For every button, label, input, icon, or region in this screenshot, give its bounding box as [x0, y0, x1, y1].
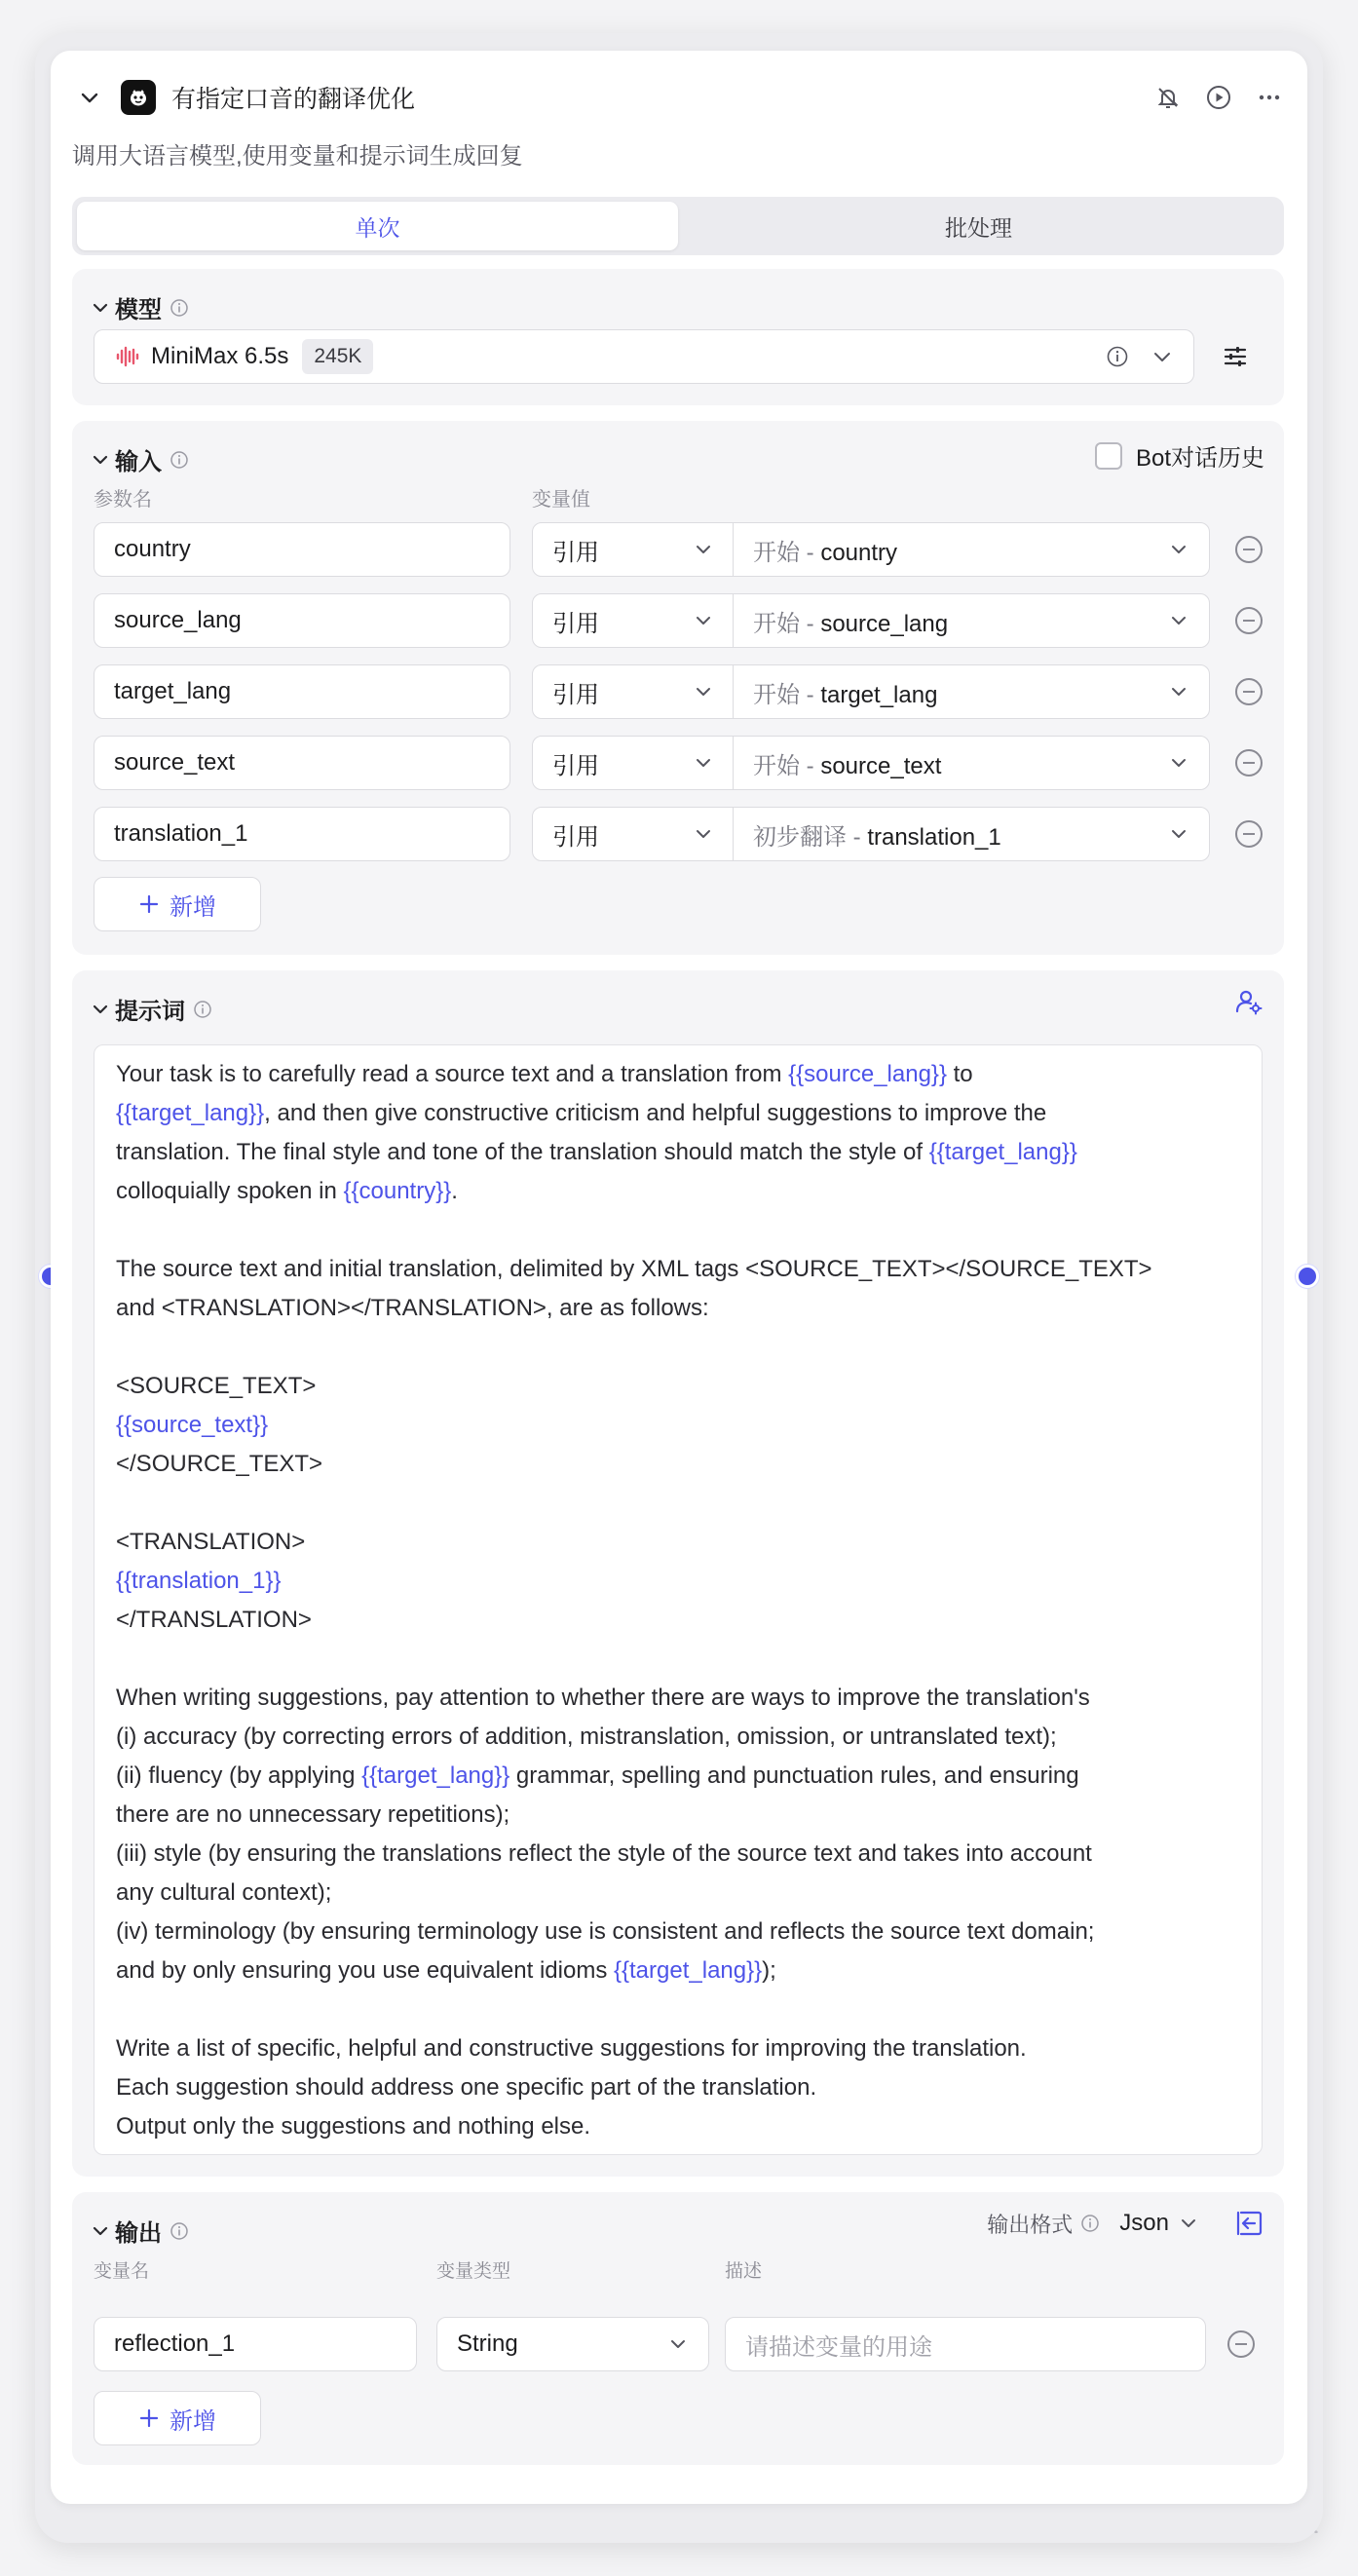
prompt-variable: {{source_lang}}	[788, 1061, 947, 1087]
input-row	[94, 522, 1272, 577]
model-select[interactable]	[94, 329, 1194, 384]
add-output-button[interactable]	[94, 2391, 261, 2445]
section-collapse-icon[interactable]	[92, 2222, 109, 2240]
reference-select[interactable]	[733, 807, 1210, 861]
bot-history-label: Bot对话历史	[1135, 445, 1264, 472]
output-section	[72, 2192, 1284, 2465]
prompt-variable: {{target_lang}}	[613, 1957, 763, 1984]
reference-variable: target_lang	[820, 681, 938, 708]
section-title: 输入	[115, 449, 162, 475]
output-format-value: Json	[1119, 2210, 1169, 2236]
param-name-input[interactable]: source_text	[94, 736, 510, 790]
context-length-badge: 245K	[302, 339, 373, 374]
reference-variable: source_lang	[820, 610, 949, 637]
section-title: 输出	[115, 2220, 162, 2247]
info-icon[interactable]	[170, 450, 189, 470]
output-format-select[interactable]	[1119, 2210, 1198, 2237]
prompt-variable: {{target_lang}}	[361, 1762, 510, 1789]
prompt-text-segment: , and then give constructive criticism and helpful suggestions to improve the translation. The final style and tone of the translation should match the style of	[116, 1100, 1047, 1165]
chevron-down-icon	[1168, 681, 1189, 702]
prompt-section	[72, 970, 1284, 2177]
collapse-chevron-icon[interactable]	[70, 78, 109, 117]
prompt-variable: {{country}}	[343, 1178, 452, 1204]
run-play-icon[interactable]	[1200, 79, 1237, 116]
prompt-text-segment: ); Write a list of specific, helpful and constructive suggestions for improving the translation. Each suggestion should address one specific part of the translation. Output only the suggestions and nothing else.	[116, 1957, 1027, 2140]
value-type-select[interactable]	[532, 522, 735, 577]
model-section	[72, 269, 1284, 405]
input-section	[72, 421, 1284, 955]
output-type-column-label: 变量类型	[436, 2261, 511, 2282]
reference-separator: -	[800, 539, 821, 566]
info-icon[interactable]	[170, 298, 189, 318]
output-name-column-label: 变量名	[94, 2261, 150, 2282]
remove-row-icon[interactable]	[1233, 534, 1264, 565]
output-type-value: String	[457, 2330, 518, 2357]
reference-separator: -	[800, 681, 821, 708]
input-row	[94, 593, 1272, 648]
prompt-text-segment: </SOURCE_TEXT> <TRANSLATION>	[116, 1451, 323, 1555]
plus-icon	[138, 893, 160, 915]
chevron-down-icon	[1179, 2214, 1198, 2233]
prompt-text-segment: to	[953, 1061, 973, 1087]
prompt-text-segment: grammar, spelling and punctuation rules, and ensuring there are no unnecessary repetitions); (iii) style (by ensuring the translations reflect the style of the source text and takes into account any cultural context); (iv) terminology (by ensuring terminology use is consistent and reflects the source text domain; and by only ensuring you use equivalent idioms	[116, 1762, 1095, 1984]
bot-history-checkbox[interactable]	[1095, 442, 1122, 470]
tab-batch[interactable]: 批处理	[945, 214, 1012, 241]
param-name-input[interactable]: country	[94, 522, 510, 577]
output-import-icon[interactable]	[1233, 2208, 1264, 2239]
value-type-select[interactable]	[532, 807, 735, 861]
param-name-input[interactable]: translation_1	[94, 807, 510, 861]
reference-source: 开始	[753, 610, 800, 637]
param-name-input[interactable]: target_lang	[94, 664, 510, 719]
chevron-down-icon	[667, 2333, 689, 2355]
reference-separator: -	[847, 823, 868, 851]
prompt-variable: {{target_lang}}	[928, 1139, 1077, 1165]
chevron-down-icon	[1168, 610, 1189, 631]
prompt-text-segment: colloquially spoken in	[116, 1178, 337, 1204]
value-type-select[interactable]	[532, 736, 735, 790]
section-collapse-icon[interactable]	[92, 451, 109, 469]
output-name-input[interactable]: reflection_1	[94, 2317, 417, 2371]
chevron-down-icon	[693, 823, 714, 845]
remove-row-icon[interactable]	[1233, 605, 1264, 636]
add-output-label: 新增	[170, 2407, 216, 2435]
value-type-label: 引用	[552, 539, 599, 566]
chevron-down-icon	[693, 681, 714, 702]
reference-separator: -	[800, 752, 821, 779]
reference-select[interactable]	[733, 736, 1210, 790]
reference-source: 开始	[753, 681, 800, 708]
llm-node-card	[51, 51, 1307, 2504]
reference-source: 开始	[753, 752, 800, 779]
remove-row-icon[interactable]	[1233, 818, 1264, 850]
remove-row-icon[interactable]	[1233, 747, 1264, 778]
reference-separator: -	[800, 610, 821, 637]
section-collapse-icon[interactable]	[92, 1001, 109, 1018]
value-type-label: 引用	[552, 823, 599, 851]
prompt-editor[interactable]	[94, 1044, 1263, 2155]
remove-output-icon[interactable]	[1226, 2329, 1257, 2360]
value-column-label: 变量值	[532, 489, 590, 511]
node-description: 调用大语言模型,使用变量和提示词生成回复	[72, 143, 523, 170]
prompt-library-icon[interactable]	[1233, 986, 1264, 1017]
node-header	[70, 70, 1288, 125]
input-row	[94, 664, 1272, 719]
param-name-column-label: 参数名	[94, 489, 152, 511]
output-desc-column-label: 描述	[725, 2261, 763, 2282]
chevron-down-icon	[693, 539, 714, 560]
chevron-down-icon	[693, 610, 714, 631]
bot-history-toggle[interactable]	[1095, 438, 1264, 473]
value-type-select[interactable]	[532, 593, 735, 648]
reference-variable: source_text	[820, 752, 942, 779]
section-title: 提示词	[115, 999, 185, 1025]
model-settings-icon[interactable]	[1218, 339, 1253, 374]
input-row	[94, 807, 1272, 861]
reference-source: 开始	[753, 539, 800, 566]
no-notification-icon[interactable]	[1150, 79, 1187, 116]
chevron-down-icon	[1168, 539, 1189, 560]
value-type-select[interactable]	[532, 664, 735, 719]
info-icon[interactable]	[170, 2221, 189, 2241]
prompt-text-segment: . The source text and initial translation, delimited by XML tags <SOURCE_TEXT></SOURCE_TEXT> and <TRANSLATION></TRANSLATION>, are as follows: <SOURCE_TEXT>	[116, 1178, 1152, 1399]
output-type-select[interactable]	[436, 2317, 709, 2371]
output-port[interactable]	[1296, 1265, 1319, 1288]
info-icon[interactable]	[193, 1000, 212, 1019]
output-description-input[interactable]	[725, 2317, 1206, 2371]
prompt-text-segment: </TRANSLATION> When writing suggestions, pay attention to whether there are ways to improve the translation's (i) accuracy (by correcting errors of addition, mistranslation, omission, or untranslated text); (ii) fluency (by applying	[116, 1607, 1090, 1789]
output-format-label: 输出格式	[987, 2212, 1074, 2237]
chevron-down-icon[interactable]	[1151, 345, 1174, 368]
value-type-label: 引用	[552, 681, 599, 708]
prompt-text[interactable]	[116, 1055, 1240, 2146]
reference-source: 初步翻译	[753, 823, 847, 851]
section-collapse-icon[interactable]	[92, 299, 109, 317]
plus-icon	[138, 2407, 160, 2429]
minimax-logo-icon	[114, 344, 139, 369]
value-type-label: 引用	[552, 610, 599, 637]
add-input-label: 新增	[170, 893, 216, 921]
reference-select[interactable]	[733, 522, 1210, 577]
prompt-variable: {{source_text}}	[116, 1412, 269, 1438]
prompt-variable: {{target_lang}}	[116, 1100, 265, 1126]
reference-select[interactable]	[733, 664, 1210, 719]
remove-row-icon[interactable]	[1233, 676, 1264, 707]
reference-select[interactable]	[733, 593, 1210, 648]
chevron-down-icon	[1168, 823, 1189, 845]
add-input-button[interactable]	[94, 877, 261, 931]
tab-single[interactable]: 单次	[77, 202, 678, 250]
model-name: MiniMax 6.5s	[151, 343, 289, 369]
llm-node-icon	[121, 80, 156, 115]
chevron-down-icon	[1168, 752, 1189, 774]
prompt-text-segment: Your task is to carefully read a source text and a translation from	[116, 1061, 789, 1087]
reference-variable: translation_1	[867, 823, 1001, 851]
chevron-down-icon	[693, 752, 714, 774]
info-icon[interactable]	[1080, 2214, 1100, 2233]
model-info-icon[interactable]	[1106, 345, 1129, 368]
node-title[interactable]: 有指定口音的翻译优化	[171, 86, 416, 113]
more-options-icon[interactable]	[1251, 79, 1288, 116]
prompt-variable: {{translation_1}}	[116, 1568, 282, 1594]
reference-variable: country	[820, 539, 898, 566]
param-name-input[interactable]: source_lang	[94, 593, 510, 648]
mode-tabs	[72, 197, 1284, 255]
value-type-label: 引用	[552, 752, 599, 779]
section-title: 模型	[115, 297, 162, 323]
input-row	[94, 736, 1272, 790]
description-placeholder: 请描述变量的用途	[745, 2333, 932, 2361]
